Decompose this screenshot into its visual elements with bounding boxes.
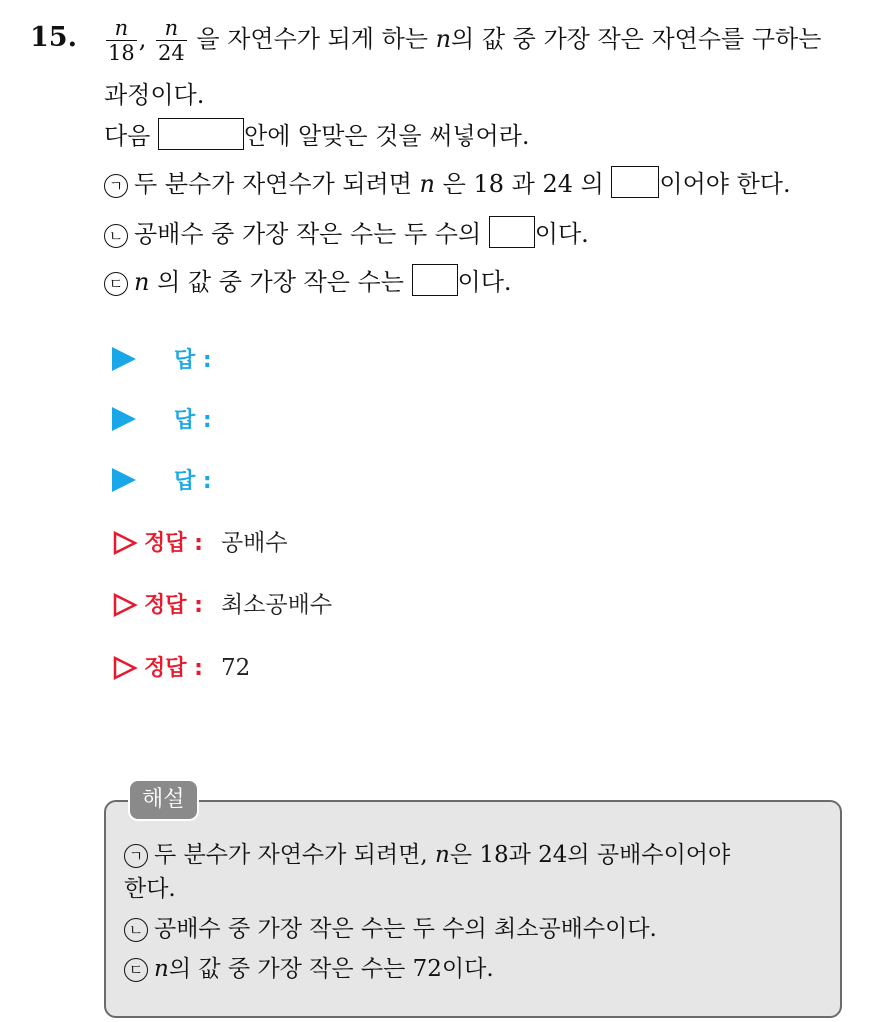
- outline-triangle-icon: [112, 592, 138, 618]
- correct-answer-value: 공배수: [220, 530, 288, 556]
- play-arrow-icon: [112, 347, 136, 371]
- correct-answer-label: 정답 :: [144, 593, 203, 618]
- question-stem-line2: 과정이다.: [104, 81, 205, 109]
- circled-giyeok-marker: ㄱ: [124, 844, 148, 868]
- circled-nieun-marker: ㄴ: [124, 918, 148, 942]
- instruction-blank-box: [158, 118, 244, 150]
- explanation-line-4: ㄷ n의 값 중 가장 작은 수는 72이다.: [124, 954, 494, 984]
- answer-label: 답 :: [174, 348, 212, 373]
- circled-digeut-marker: ㄷ: [124, 958, 148, 982]
- item-nieun: ㄴ 공배수 중 가장 작은 수는 두 수의 이다.: [104, 216, 589, 249]
- explanation-box: [104, 800, 842, 1018]
- answer-label: 답 :: [174, 408, 212, 433]
- correct-answer-label: 정답 :: [144, 531, 203, 556]
- correct-answer-value: 최소공배수: [220, 592, 333, 618]
- answer-blank-3[interactable]: [412, 264, 458, 296]
- answer-row-3[interactable]: [112, 466, 212, 497]
- fraction-n-over-24: $\frac{n}{24}$: [158, 16, 185, 65]
- item-giyeok: ㄱ 두 분수가 자연수가 되려면 n 은 18 과 24 의 이어야 한다.: [104, 166, 791, 199]
- answer-blank-1[interactable]: [611, 166, 659, 198]
- circled-giyeok-marker: ㄱ: [104, 174, 128, 198]
- answer-label: 답 :: [174, 469, 212, 494]
- correct-answer-row-1: [112, 528, 288, 559]
- item-digeut: ㄷ n 의 값 중 가장 작은 수는 이다.: [104, 264, 512, 297]
- outline-triangle-icon: [112, 530, 138, 556]
- question-stem: $\frac{n}{18}$ , $\frac{n}{24}$ 을 자연수가 되게 하는 n의 값 중 가장 작은 자연수를 구하는: [108, 16, 822, 65]
- explanation-tag: 해설: [128, 779, 199, 821]
- explanation-line-1: ㄱ 두 분수가 자연수가 되려면, n은 18과 24의 공배수이어야: [124, 840, 730, 870]
- explanation-line-3: ㄴ 공배수 중 가장 작은 수는 두 수의 최소공배수이다.: [124, 914, 657, 944]
- explanation-line-2: 한다.: [124, 876, 176, 902]
- correct-answer-label: 정답 :: [144, 656, 203, 681]
- fraction-n-over-18: $\frac{n}{18}$: [108, 16, 135, 65]
- answer-row-1[interactable]: [112, 345, 212, 376]
- correct-answer-row-2: [112, 590, 332, 621]
- instruction: 다음 안에 알맞은 것을 써넣어라.: [104, 118, 530, 151]
- circled-digeut-marker: ㄷ: [104, 272, 128, 296]
- outline-triangle-icon: [112, 655, 138, 681]
- answer-row-2[interactable]: [112, 405, 212, 436]
- circled-nieun-marker: ㄴ: [104, 224, 128, 248]
- correct-answer-value: 72: [220, 655, 251, 681]
- play-arrow-icon: [112, 407, 136, 431]
- play-arrow-icon: [112, 468, 136, 492]
- answer-blank-2[interactable]: [489, 216, 535, 248]
- correct-answer-row-3: [112, 653, 250, 684]
- question-number: 15.: [30, 22, 77, 53]
